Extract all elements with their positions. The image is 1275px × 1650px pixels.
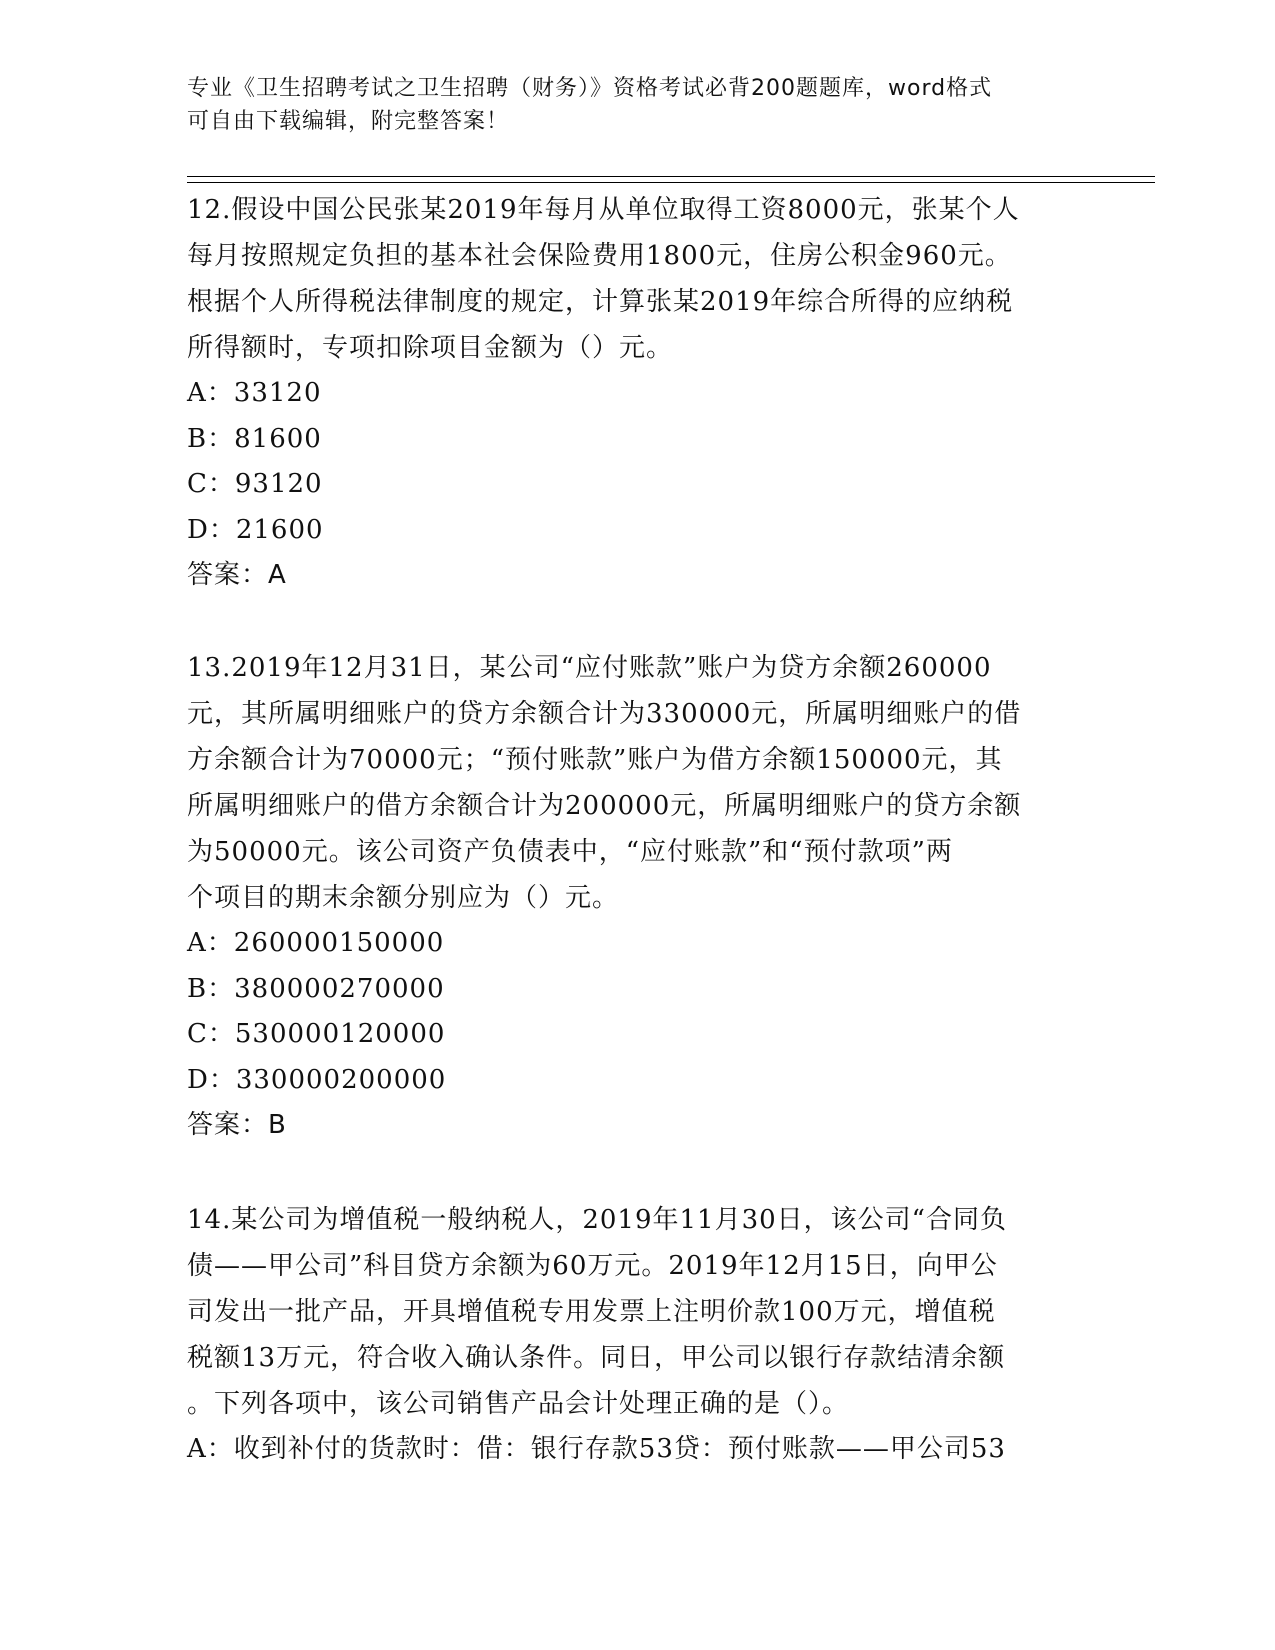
document-header — [187, 72, 1087, 138]
option-b: B：81600 — [187, 423, 322, 454]
option-c: C：530000120000 — [187, 1019, 446, 1049]
question-14 — [187, 1197, 1087, 1473]
question-stem-line: 税额13万元，符合收入确认条件。同日，甲公司以银行存款结清余额 — [187, 1343, 1006, 1373]
option-b: B：380000270000 — [187, 973, 445, 1004]
answer-line: 答案：A — [187, 560, 287, 590]
question-stem-line: 每月按照规定负担的基本社会保险费用1800元，住房公积金960元。 — [187, 241, 1012, 271]
question-stem-line: 所属明细账户的借方余额合计为200000元，所属明细账户的贷方余额 — [187, 791, 1022, 821]
question-13 — [187, 645, 1087, 1147]
option-a: A：33120 — [187, 378, 322, 408]
answer-line: 答案：B — [187, 1110, 287, 1140]
question-stem-line: 债——甲公司”科目贷方余额为60万元。2019年12月15日，向甲公 — [187, 1251, 998, 1281]
option-d: D：21600 — [187, 514, 324, 545]
question-12 — [187, 187, 1087, 597]
header-title-line-1: 专业《卫生招聘考试之卫生招聘（财务）》资格考试必背200题题库，word格式 — [187, 76, 993, 101]
question-stem-line: 司发出一批产品，开具增值税专用发票上注明价款100万元，增值税 — [187, 1297, 996, 1327]
option-c: C：93120 — [187, 469, 323, 499]
question-stem-line: 所得额时，专项扣除项目金额为（）元。 — [187, 333, 674, 363]
question-stem-line: 根据个人所得税法律制度的规定，计算张某2019年综合所得的应纳税 — [187, 287, 1014, 317]
question-stem-line: 14.某公司为增值税一般纳税人，2019年11月30日，该公司“合同负 — [187, 1205, 1007, 1235]
header-title-line-2: 可自由下载编辑，附完整答案！ — [187, 109, 510, 134]
question-stem-line: 。下列各项中，该公司销售产品会计处理正确的是（）。 — [187, 1389, 850, 1419]
question-stem-line: 元，其所属明细账户的贷方余额合计为330000元，所属明细账户的借 — [187, 699, 1022, 729]
header-divider-bottom — [187, 182, 1155, 183]
question-stem-line: 13.2019年12月31日，某公司“应付账款”账户为贷方余额260000 — [187, 653, 992, 683]
question-stem-line: 12.假设中国公民张某2019年每月从单位取得工资8000元，张某个人 — [187, 195, 1020, 225]
question-stem-line: 个项目的期末余额分别应为（）元。 — [187, 883, 620, 913]
question-stem-line: 方余额合计为70000元；“预付账款”账户为借方余额150000元，其 — [187, 745, 1003, 775]
option-d: D：330000200000 — [187, 1064, 447, 1095]
question-stem-line: 为50000元。该公司资产负债表中，“应付账款”和“预付款项”两 — [187, 837, 953, 867]
option-a: A：收到补付的货款时：借：银行存款53贷：预付账款——甲公司53 — [187, 1434, 1006, 1464]
header-divider-top — [187, 176, 1155, 177]
option-a: A：260000150000 — [187, 928, 445, 958]
